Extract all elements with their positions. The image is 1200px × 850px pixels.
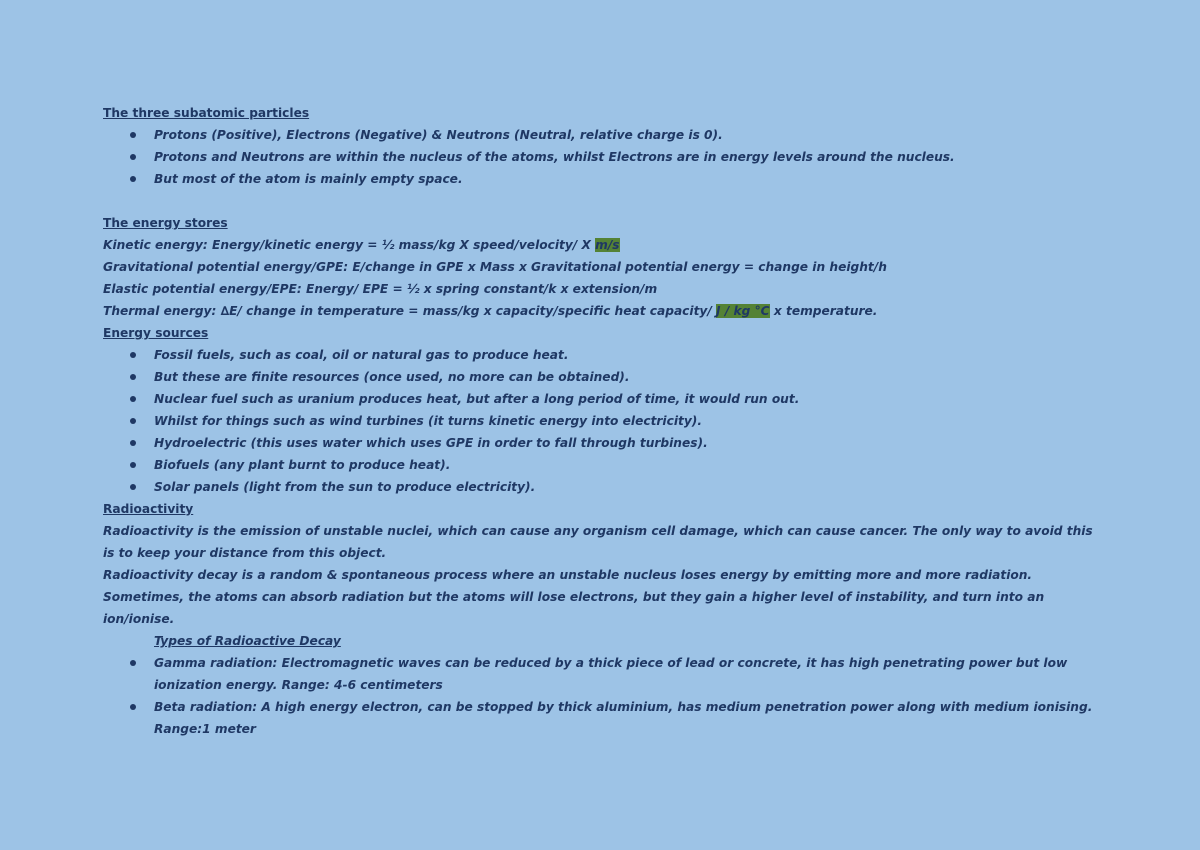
thermal-end: x temperature. bbox=[769, 304, 878, 318]
decay-types-bullet-list bbox=[103, 652, 1103, 740]
gpe-line: Gravitational potential energy/GPE: E/change in GPE x Mass x Gravitational potential energy = change in height/h bbox=[103, 260, 887, 274]
list-item: Hydroelectric (this uses water which uses GPE in order to fall through turbines). bbox=[103, 432, 1103, 454]
thermal-unit-highlight: J / kg °C bbox=[716, 304, 770, 318]
list-item: Protons (Positive), Electrons (Negative) & Neutrons (Neutral, relative charge is 0). bbox=[103, 124, 1103, 146]
list-item: Protons and Neutrons are within the nucleus of the atoms, whilst Electrons are in energy levels around the nucleus. bbox=[103, 146, 1103, 168]
list-item: Solar panels (light from the sun to produce electricity). bbox=[103, 476, 1103, 498]
radioactivity-paragraph-2: Radioactivity decay is a random & spontaneous process where an unstable nucleus loses energy by emitting more and more radiation. bbox=[103, 568, 1033, 582]
subatomic-bullet-list bbox=[103, 124, 1103, 190]
heading-radioactivity: Radioactivity bbox=[103, 502, 194, 516]
document-page bbox=[103, 102, 1103, 740]
subheading-radioactive-decay: Types of Radioactive Decay bbox=[154, 634, 341, 648]
list-item: Gamma radiation: Electromagnetic waves can be reduced by a thick piece of lead or concrete, it has high penetrating power but low ionization energy. Range: 4-6 centimeters bbox=[103, 652, 1103, 696]
kinetic-text: Kinetic energy: Energy/kinetic energy = ½ mass/kg X speed/velocity/ X bbox=[103, 238, 596, 252]
epe-line: Elastic potential energy/EPE: Energy/ EPE = ½ x spring constant/k x extension/m bbox=[103, 282, 658, 296]
kinetic-unit-highlight: m/s bbox=[595, 238, 620, 252]
kinetic-energy-line bbox=[103, 234, 1103, 256]
thermal-energy-line bbox=[103, 300, 1103, 322]
energy-sources-bullet-list bbox=[103, 344, 1103, 498]
list-item: Fossil fuels, such as coal, oil or natural gas to produce heat. bbox=[103, 344, 1103, 366]
spacer bbox=[103, 190, 1103, 212]
thermal-text: Thermal energy: ∆E/ change in temperature = mass/kg x capacity/specific heat capacity/ bbox=[103, 304, 717, 318]
heading-energy-sources: Energy sources bbox=[103, 326, 209, 340]
list-item: Beta radiation: A high energy electron, can be stopped by thick aluminium, has medium penetration power along with medium ionising. Range:1 meter bbox=[103, 696, 1103, 740]
list-item: But these are finite resources (once used, no more can be obtained). bbox=[103, 366, 1103, 388]
list-item: Biofuels (any plant burnt to produce heat). bbox=[103, 454, 1103, 476]
list-item: Nuclear fuel such as uranium produces heat, but after a long period of time, it would run out. bbox=[103, 388, 1103, 410]
radioactivity-paragraph-3: Sometimes, the atoms can absorb radiation but the atoms will lose electrons, but they gain a higher level of instability, and turn into an ion/ionise. bbox=[103, 590, 1045, 626]
list-item: But most of the atom is mainly empty space. bbox=[103, 168, 1103, 190]
list-item: Whilst for things such as wind turbines (it turns kinetic energy into electricity). bbox=[103, 410, 1103, 432]
heading-energy-stores: The energy stores bbox=[103, 216, 228, 230]
heading-subatomic-particles: The three subatomic particles bbox=[103, 106, 310, 120]
radioactivity-paragraph-1: Radioactivity is the emission of unstable nuclei, which can cause any organism cell damage, which can cause cancer. The only way to avoid this is to keep your distance from this object. bbox=[103, 524, 1093, 560]
